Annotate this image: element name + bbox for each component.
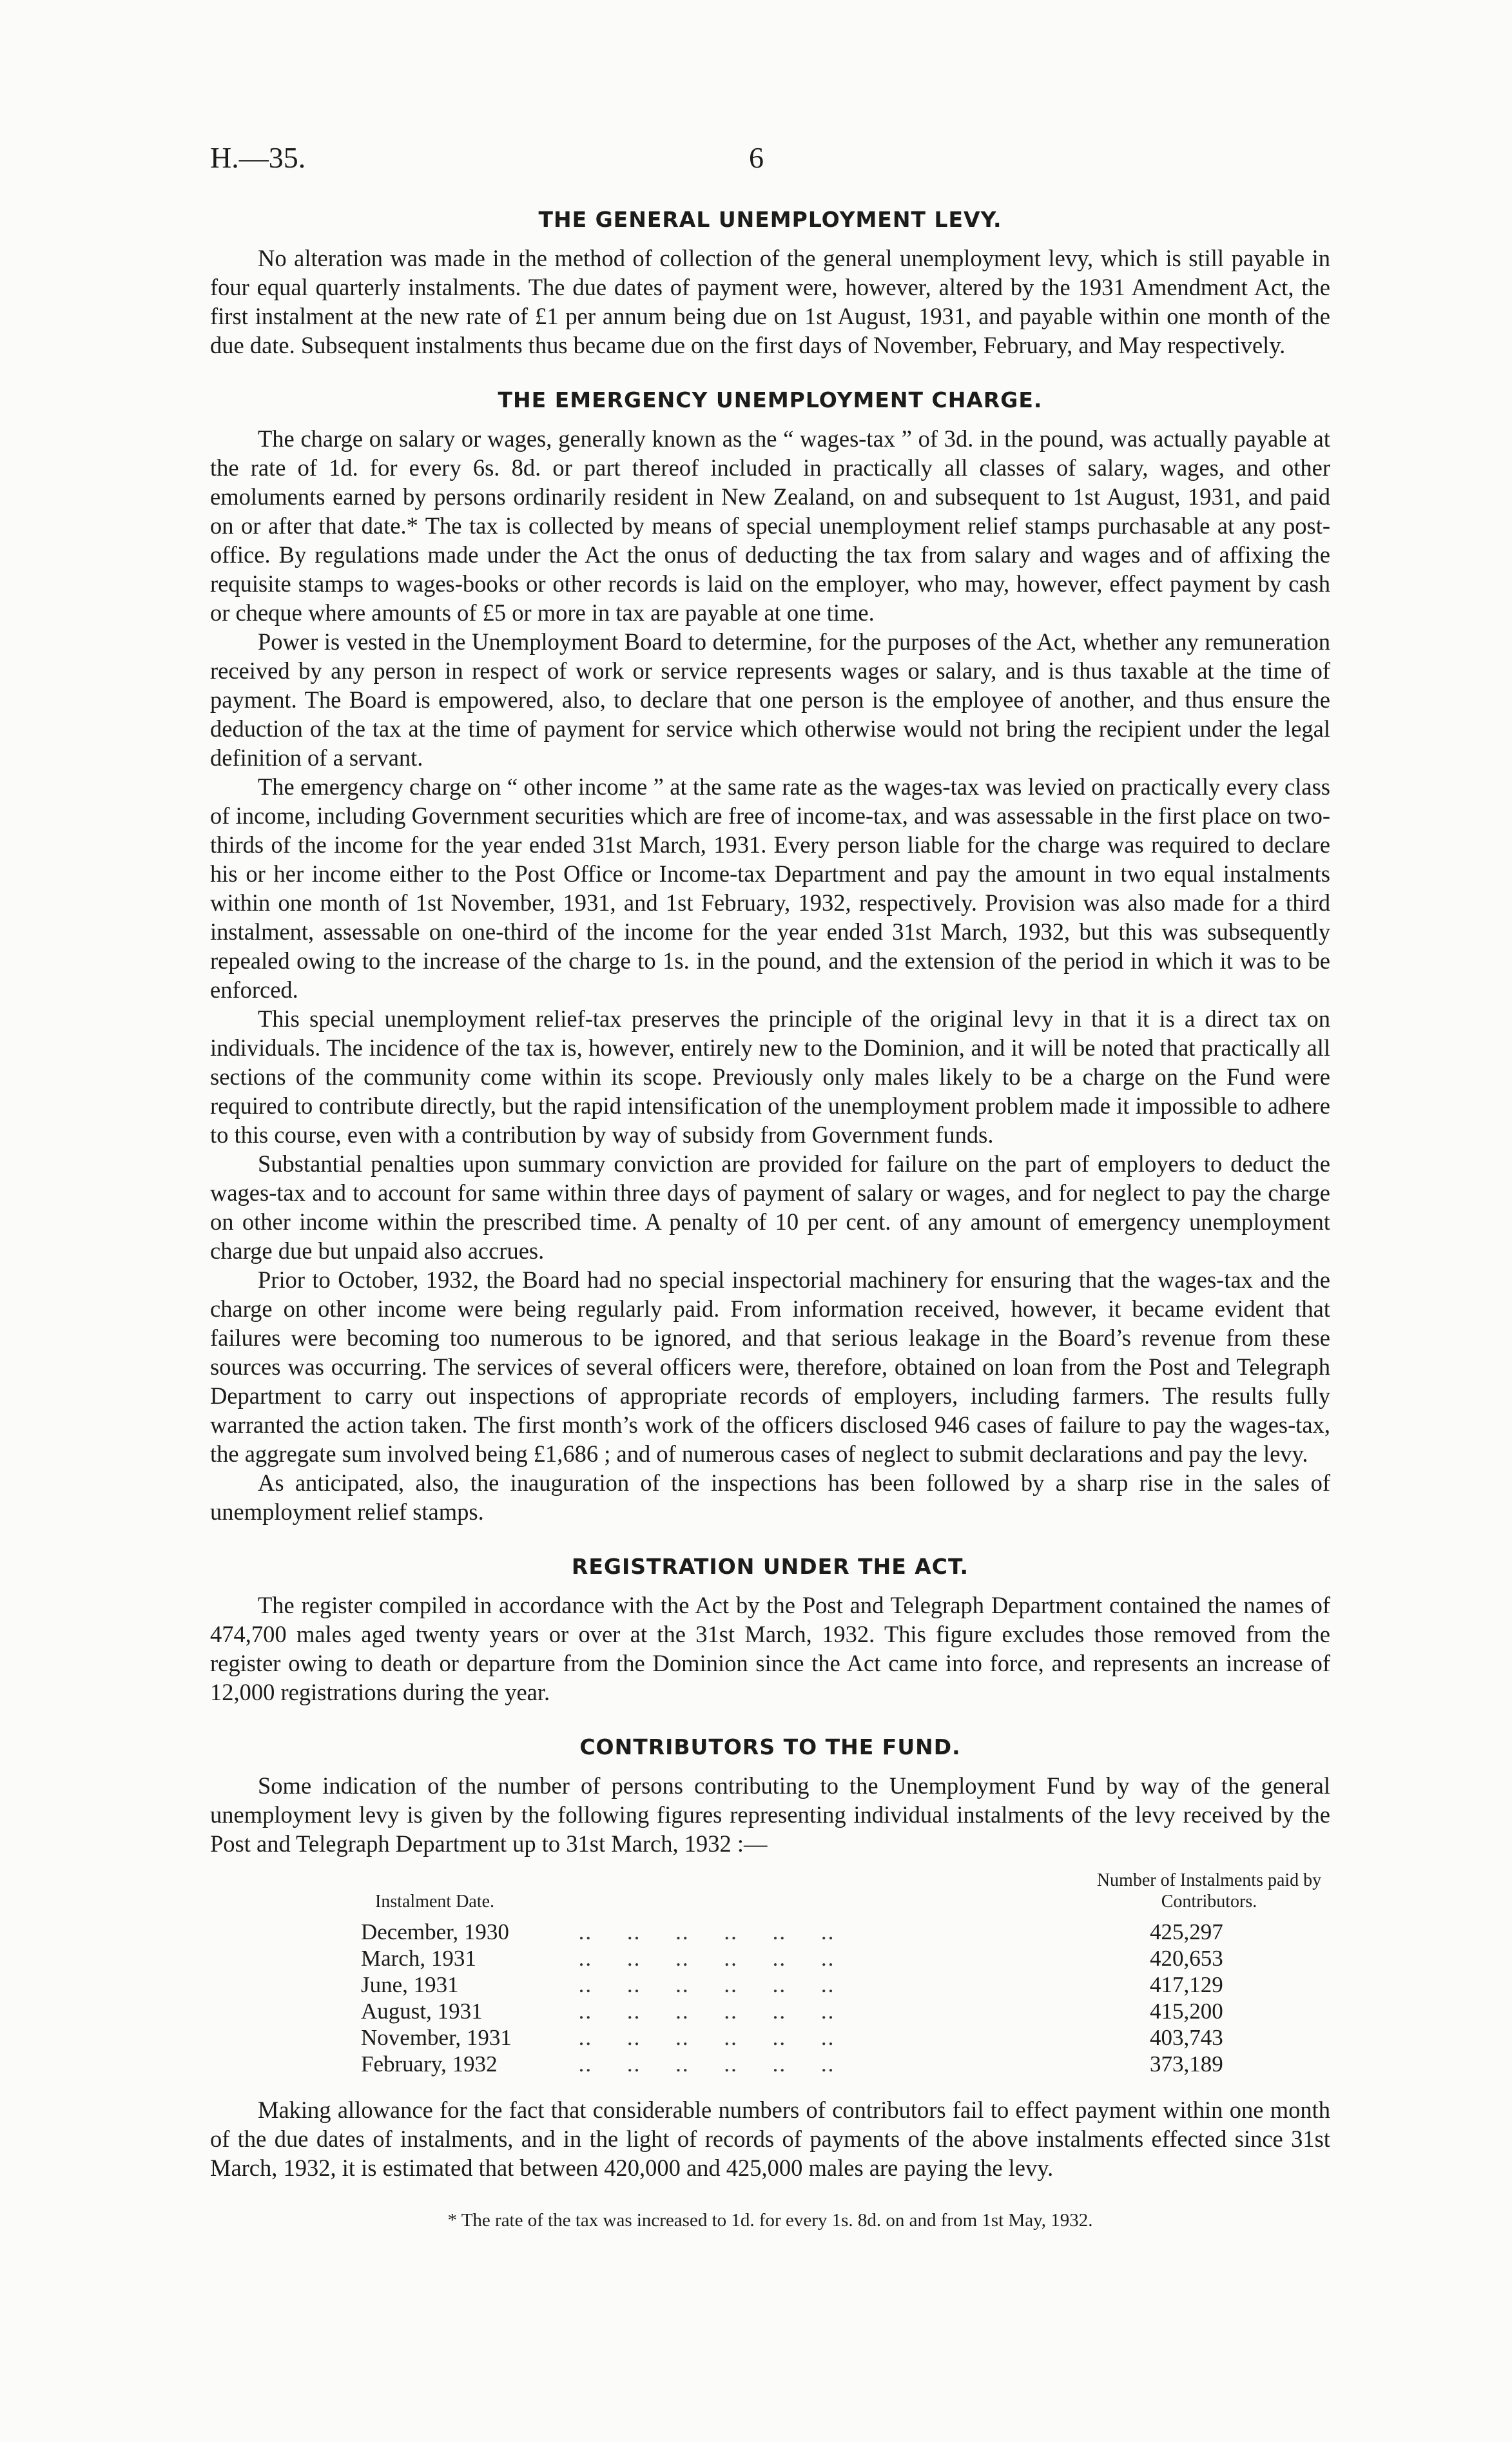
section-heading: CONTRIBUTORS TO THE FUND.: [579, 1734, 961, 1759]
instalments-table: [361, 1870, 1330, 2077]
section-heading: THE GENERAL UNEMPLOYMENT LEVY.: [538, 207, 1002, 232]
page-number: 6: [749, 141, 764, 174]
table-row: [361, 1998, 1330, 2024]
paragraph: The emergency charge on “ other income ” at the same rate as the wages-tax was levied on practically every class of income, including Government securities which are free of income-tax, and was assessable in the first place on two-thirds of the income for the year ended 31st March, 1931. Every person liable for the charge was required to declare his or her income either to the Post Office or Income-tax Department and pay the amount in two equal instalments within one month of 1st November, 1931, and 1st February, 1932, respectively. Provision was also made for a third instalment, assessable on one-third of the income for the year ended 31st March, 1932, but this was subsequently repealed owing to the increase of the charge to 1s. in the pound, and the extension of the period in which it was to be enforced.: [210, 773, 1330, 1003]
leader-dots: .. .. .. .. .. ..: [578, 1972, 835, 1997]
paragraph: Some indication of the number of persons contributing to the Unemployment Fund by way of the general unemployment levy is given by the following figures representing individual instalments of the levy received by the Post and Telegraph Department up to 31st March, 1932 :—: [210, 1772, 1330, 1857]
section-emergency-charge: [210, 385, 1330, 1526]
instalment-count: 373,189: [1150, 2051, 1223, 2077]
leader-dots: .. .. .. .. .. ..: [578, 1999, 835, 2024]
instalment-date: March, 1931: [361, 1946, 476, 1971]
leader-dots: .. .. .. .. .. ..: [578, 1919, 835, 1944]
instalment-count: 420,653: [1150, 1946, 1223, 1971]
table-row: [361, 1972, 1330, 1998]
leader-dots: .. .. .. .. .. ..: [578, 2025, 835, 2050]
table-row: [361, 2024, 1330, 2051]
section-general-levy: [210, 205, 1330, 360]
paragraph: Substantial penalties upon summary conviction are provided for failure on the part of employers to deduct the wages-tax and to account for same within three days of payment of salary or wages, and for neglect to pay the charge on other income within the prescribed time. A penalty of 10 per cent. of any amount of emergency unemployment charge due but unpaid also accrues.: [210, 1150, 1330, 1264]
instalment-count: 415,200: [1150, 1999, 1223, 2024]
instalment-date: February, 1932: [361, 2051, 498, 2077]
table-row: [361, 1919, 1330, 1945]
section-heading: REGISTRATION UNDER THE ACT.: [571, 1554, 969, 1579]
column-header-instalments: Number of Instalments paid by Contributors.: [1096, 1870, 1322, 1912]
page-header: [210, 141, 1370, 186]
table-header-row: [361, 1870, 1330, 1919]
page-reference: H.—35.: [210, 141, 306, 174]
leader-dots: .. .. .. .. .. ..: [578, 1946, 835, 1971]
page-content: [210, 205, 1330, 2233]
instalment-date: August, 1931: [361, 1999, 483, 2024]
paragraph: As anticipated, also, the inauguration of the inspections has been followed by a sharp rise in the sales of unemployment relief stamps.: [210, 1469, 1330, 1525]
paragraph: Making allowance for the fact that considerable numbers of contributors fail to effect payment within one month of the due dates of instalments, and in the light of records of payments of the above instalments effected since 31st March, 1932, it is estimated that between 420,000 and 425,000 males are paying the levy.: [210, 2097, 1330, 2181]
paragraph: Power is vested in the Unemployment Board to determine, for the purposes of the Act, whether any remuneration received by any person in respect of work or service represents wages or salary, and is thus taxable at the time of payment. The Board is empowered, also, to declare that one person is the employee of another, and thus ensure the deduction of the tax at the time of payment for service which otherwise would not bring the recipient under the legal definition of a servant.: [210, 628, 1330, 771]
instalment-count: 403,743: [1150, 2025, 1223, 2050]
column-header-date: Instalment Date.: [375, 1892, 495, 1912]
instalment-date: November, 1931: [361, 2025, 512, 2050]
section-registration: [210, 1552, 1330, 1707]
leader-dots: .. .. .. .. .. ..: [578, 2051, 835, 2077]
table-row: [361, 1945, 1330, 1972]
paragraph: The register compiled in accordance with the Act by the Post and Telegraph Department contained the names of 474,700 males aged twenty years or over at the 31st March, 1932. This figure excludes those removed from the register owing to death or departure from the Dominion since the Act came into force, and represents an increase of 12,000 registrations during the year.: [210, 1592, 1330, 1705]
instalment-count: 425,297: [1150, 1919, 1223, 1944]
paragraph: No alteration was made in the method of collection of the general unemployment levy, which is still payable in four equal quarterly instalments. The due dates of payment were, however, altered by the 1931 Amendment Act, the first instalment at the new rate of £1 per annum being due on 1st August, 1931, and payable within one month of the due date. Subsequent instalments thus became due on the first days of November, February, and May respectively.: [210, 245, 1330, 358]
instalment-date: December, 1930: [361, 1919, 509, 1944]
instalment-date: June, 1931: [361, 1972, 459, 1997]
table-row: [361, 2051, 1330, 2077]
instalment-count: 417,129: [1150, 1972, 1223, 1997]
paragraph: This special unemployment relief-tax preserves the principle of the original levy in that it is a direct tax on individuals. The incidence of the tax is, however, entirely new to the Dominion, and it will be noted that practically all sections of the community come within its scope. Previously only males likely to be a charge on the Fund were required to contribute directly, but the rapid intensification of the unemployment problem made it impossible to adhere to this course, even with a contribution by way of subsidy from Government funds.: [210, 1005, 1330, 1148]
section-heading: THE EMERGENCY UNEMPLOYMENT CHARGE.: [498, 387, 1043, 412]
section-contributors: [210, 1732, 1330, 2182]
paragraph: Prior to October, 1932, the Board had no special inspectorial machinery for ensuring that the wages-tax and the charge on other income were being regularly paid. From information received, however, it became evident that failures were becoming too numerous to be ignored, and that serious leakage in the Board’s revenue from these sources was occurring. The services of several officers were, therefore, obtained on loan from the Post and Telegraph Department to carry out inspections of appropriate records of employers, including farmers. The results fully warranted the action taken. The first month’s work of the officers disclosed 946 cases of failure to pay the wages-tax, the aggregate sum involved being £1,686 ; and of numerous cases of neglect to submit declarations and pay the levy.: [210, 1266, 1330, 1467]
paragraph: The charge on salary or wages, generally known as the “ wages-tax ” of 3d. in the pound, was actually payable at the rate of 1d. for every 6s. 8d. or part thereof included in practically all classes of salary, wages, and other emoluments earned by persons ordinarily resident in New Zealand, on and subsequent to 1st August, 1931, and paid on or after that date.* The tax is collected by means of special unemployment relief stamps purchasable at any post-office. By regulations made under the Act the onus of deducting the tax from salary and wages and of affixing the requisite stamps to wages-books or other records is laid on the employer, who may, however, effect payment by cash or cheque where amounts of £5 or more in tax are payable at one time.: [210, 425, 1330, 626]
footnote: * The rate of the tax was increased to 1d. for every 1s. 8d. on and from 1st May, 1932.: [447, 2210, 1093, 2231]
